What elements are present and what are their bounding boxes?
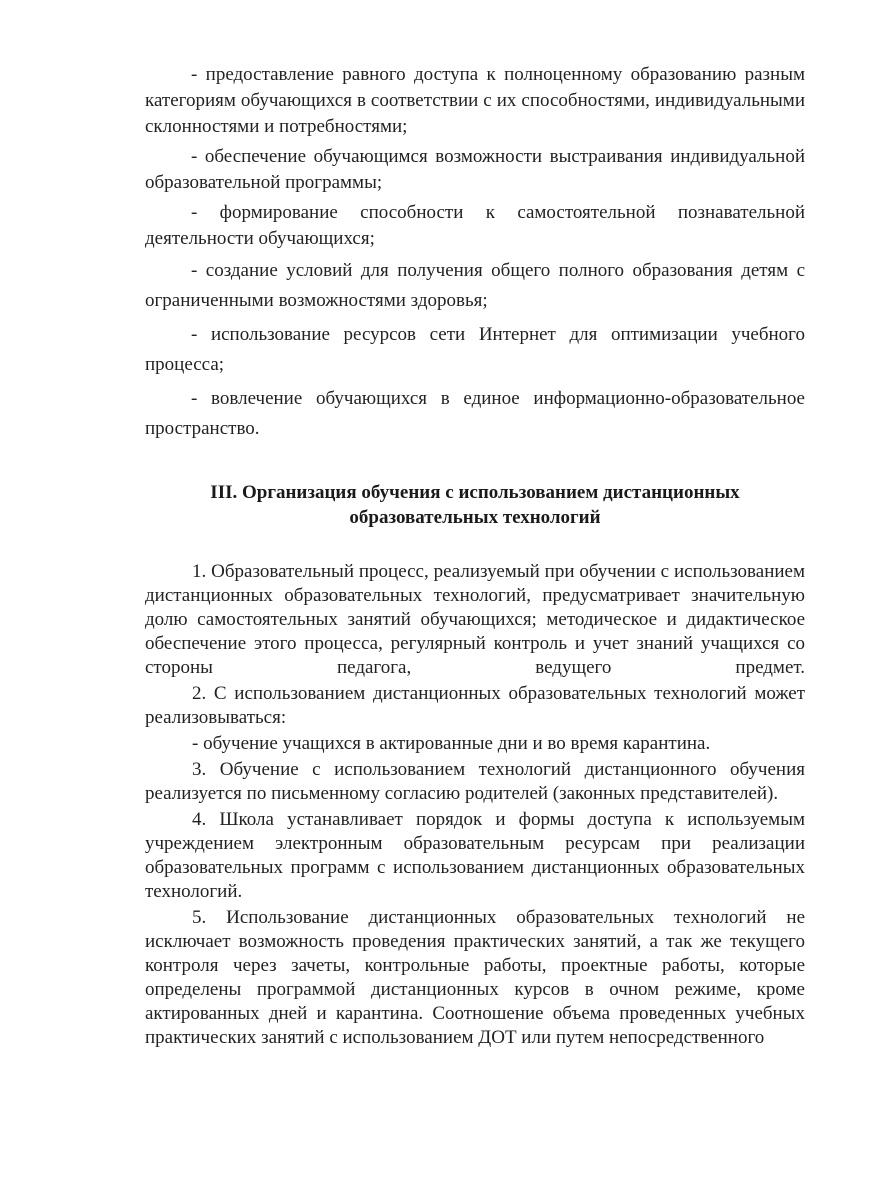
goal-item-internet-resources: - использование ресурсов сети Интернет для оптимизации учебного процесса; <box>145 324 805 375</box>
goal-item-equal-access: - предоставление равного доступа к полноценному образованию разным категориям обучающихся в соответствии с их способностями, индивидуальными склонностями и потребностями; <box>145 64 805 137</box>
goal-item-special-needs: - создание условий для получения общего полного образования детям с ограниченными возможностями здоровья; <box>145 260 805 311</box>
section-heading-line-1: III. Организация обучения с использованием дистанционных <box>210 482 740 503</box>
document-body <box>145 62 805 1050</box>
item-2-subitem-quarantine: - обучение учащихся в актированные дни и во время карантина. <box>192 733 711 754</box>
section-items <box>145 560 805 1050</box>
item-1-educational-process: 1. Образовательный процесс, реализуемый при обучении с использованием дистанционных образовательных технологий, предусматривает значительную долю самостоятельных занятий обучающихся; методическое и дидактическое обеспечение этого процесса, регулярный контроль и учет знаний учащихся со стороны педагога, ведущего предмет. <box>145 561 805 678</box>
goal-item-individual-program: - обеспечение обучающимся возможности выстраивания индивидуальной образовательной программы; <box>145 146 805 193</box>
section-heading-line-2: образовательных технологий <box>349 507 601 528</box>
item-2-implementation: 2. С использованием дистанционных образовательных технологий может реализовываться: <box>145 683 805 728</box>
item-4-access-procedure: 4. Школа устанавливает порядок и формы доступа к используемым учреждением электронным образовательным ресурсам при реализации образовательных программ с использованием дистанционных образовательных технологий. <box>145 809 805 902</box>
goal-item-information-space: - вовлечение обучающихся в единое информационно-образовательное пространство. <box>145 388 805 439</box>
goal-item-self-study: - формирование способности к самостоятельной познавательной деятельности обучающихся; <box>145 202 805 249</box>
section-heading <box>145 480 805 530</box>
item-3-parental-consent: 3. Обучение с использованием технологий дистанционного обучения реализуется по письменному согласию родителей (законных представителей). <box>145 759 805 804</box>
item-5-practical-classes: 5. Использование дистанционных образовательных технологий не исключает возможность проведения практических занятий, а так же текущего контроля через зачеты, контрольные работы, проектные работы, которые определены программой дистанционных курсов в очном режиме, кроме актированных дней и карантина. Соотношение объема проведенных учебных практических занятий с использованием ДОТ или путем непосредственного <box>145 907 805 1048</box>
